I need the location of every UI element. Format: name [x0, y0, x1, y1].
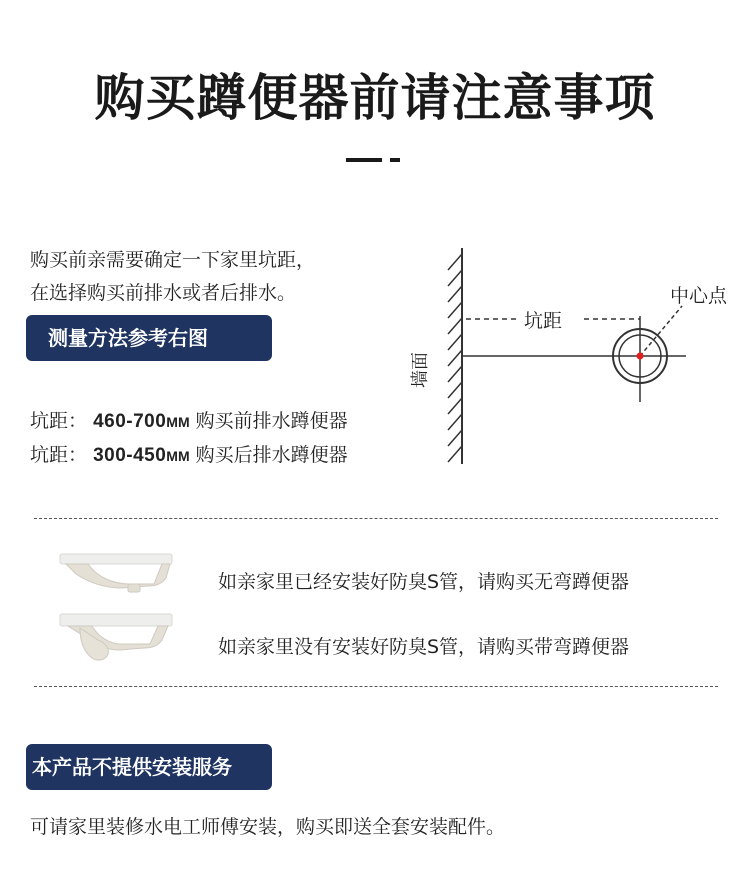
intro-line-1: 购买前亲需要确定一下家里坑距， [30, 249, 316, 271]
center-pointer [640, 306, 682, 356]
spec-desc: 购买前排水蹲便器 [195, 410, 348, 432]
measurement-diagram [400, 240, 740, 470]
intro-line-2: 在选择购买前排水或者后排水。 [30, 282, 297, 304]
spec-row-rear-drain [30, 440, 348, 467]
spec-unit: MM [166, 414, 190, 430]
intro-text [30, 244, 315, 310]
page-title: 购买蹲便器前请注意事项 [94, 69, 656, 127]
spec-row-front-drain [30, 406, 348, 433]
method-badge: 测量方法参考右图 [26, 315, 272, 361]
center-dot [637, 353, 644, 360]
footer-text: 可请家里装修水电工师傅安装，购买即送全套安装配件。 [30, 816, 506, 838]
spec-unit: MM [166, 448, 190, 464]
spec-prefix: 坑距： [30, 410, 88, 432]
title-underline-short [390, 158, 400, 162]
section-divider-top [34, 518, 718, 519]
spec-range: 300-450 [93, 445, 167, 466]
title-underline-long [346, 158, 382, 162]
distance-label: 坑距 [524, 310, 563, 332]
wall-label: 墙面 [410, 352, 431, 388]
service-badge: 本产品不提供安装服务 [26, 744, 272, 790]
note-with-trap: 如亲家里没有安装好防臭S管，请购买带弯蹲便器 [218, 636, 630, 658]
note-no-trap: 如亲家里已经安装好防臭S管，请购买无弯蹲便器 [218, 571, 630, 593]
center-label: 中心点 [670, 285, 728, 307]
toilet-with-trap-image [58, 612, 176, 664]
spec-desc: 购买后排水蹲便器 [195, 444, 348, 466]
spec-prefix: 坑距： [30, 444, 88, 466]
spec-range: 460-700 [93, 411, 167, 432]
wall-hatch [448, 248, 462, 464]
toilet-without-trap-image [58, 552, 176, 596]
section-divider-bottom [34, 686, 718, 687]
